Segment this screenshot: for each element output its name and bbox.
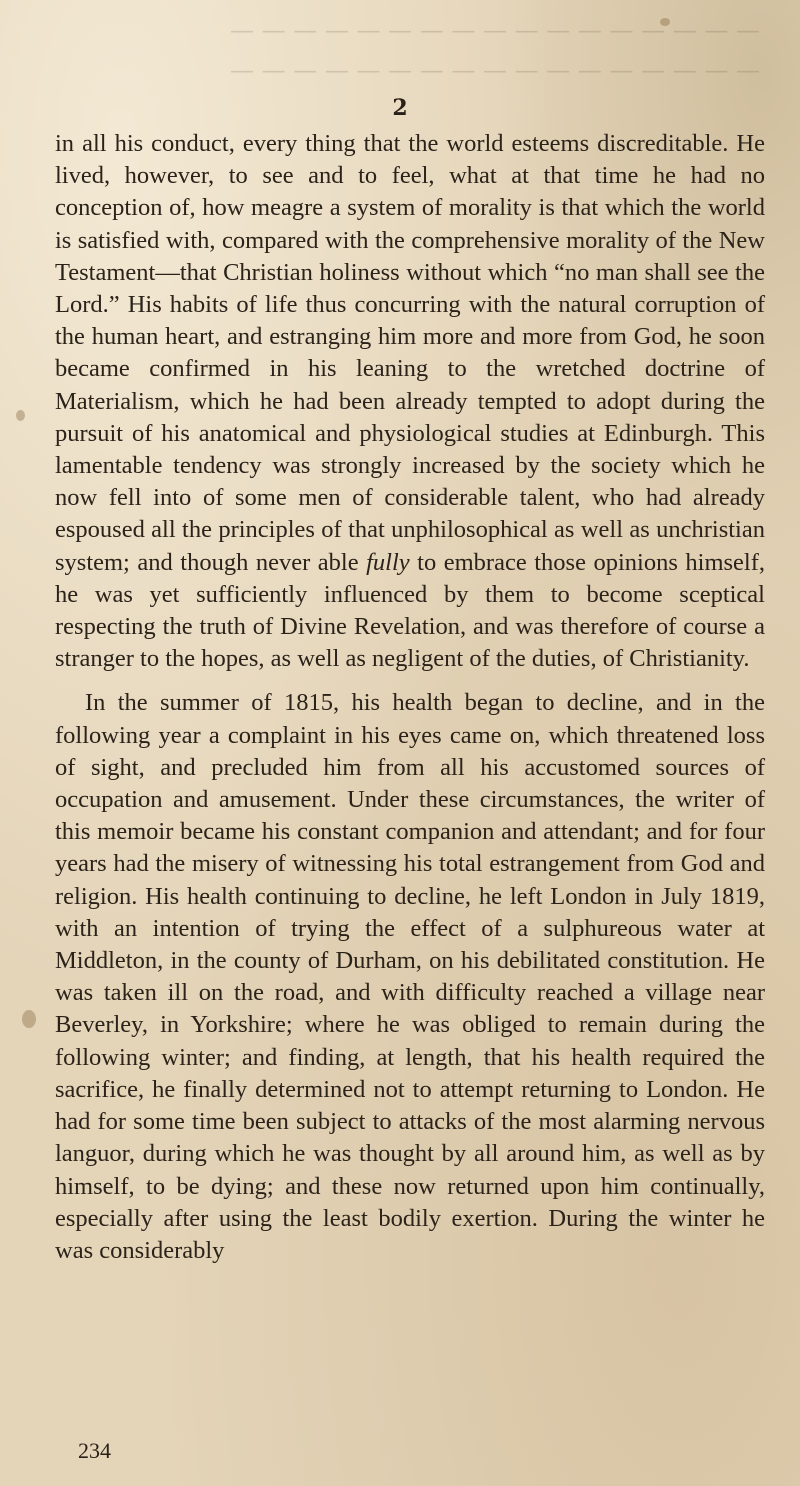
paragraph-text: to embrace those opinions himself, he was yet sufficiently influenced by them to become sceptical respecting the truth of Divine Revelation, and was therefore of course a stranger to the hopes, as well as negligent of the duties, of Christianity.	[55, 548, 765, 673]
paper-spot	[22, 1010, 36, 1028]
paragraph	[55, 128, 765, 675]
paper-spot	[660, 18, 670, 26]
italic-text: fully	[366, 548, 410, 576]
body-text	[55, 128, 765, 1267]
show-through-decoration: — — — — — — — — — — — — — — — — — — — — — — — — — — — — — — — — — —	[229, 16, 760, 84]
paragraph	[55, 687, 765, 1267]
paper-spot	[16, 410, 25, 421]
page-number-top: 2	[392, 95, 408, 121]
paragraph-text: In the summer of 1815, his health began to decline, and in the following year a complaint in his eyes came on, which threatened loss of sight, and precluded him from all his accustomed sources of occupation and amusement. Under these circumstances, the writer of this memoir became his constant companion and attendant; and for four years had the misery of witnessing his total estrangement from God and religion. His health continuing to decline, he left London in July 1819, with an intention of trying the effect of a sulphureous water at Middleton, in the county of Durham, on his debilitated constitution. He was taken ill on the road, and with difficulty reached a village near Beverley, in Yorkshire; where he was obliged to remain during the following winter; and finding, at length, that his health required the sacrifice, he finally determined not to attempt returning to London. He had for some time been subject to attacks of the most alarming nervous languor, during which he was thought by all around him, as well as by himself, to be dying; and these now returned upon him continually, especially after using the least bodily exertion. During the winter he was considerably	[55, 689, 765, 1264]
signature-mark: 234	[78, 1438, 111, 1463]
paragraph-text: in all his conduct, every thing that the world esteems discreditable. He lived, however, to see and to feel, what at that time he had no conception of, how meagre a system of morality is that which the world is satisfied with, compared with the comprehensive morality of the New Testament—that Christian holiness without which “no man shall see the Lord.” His habits of life thus concurring with the natural corruption of the human heart, and estranging him more and more from God, he soon became confirmed in his leaning to the wretched doctrine of Materialism, which he had been already tempted to adopt during the pursuit of his anatomical and physiological studies at Edinburgh. This lamentable tendency was strongly increased by the society which he now fell into of some men of considerable talent, who had already espoused all the principles of that unphilosophical as well as unchristian system; and though never able	[55, 130, 765, 576]
